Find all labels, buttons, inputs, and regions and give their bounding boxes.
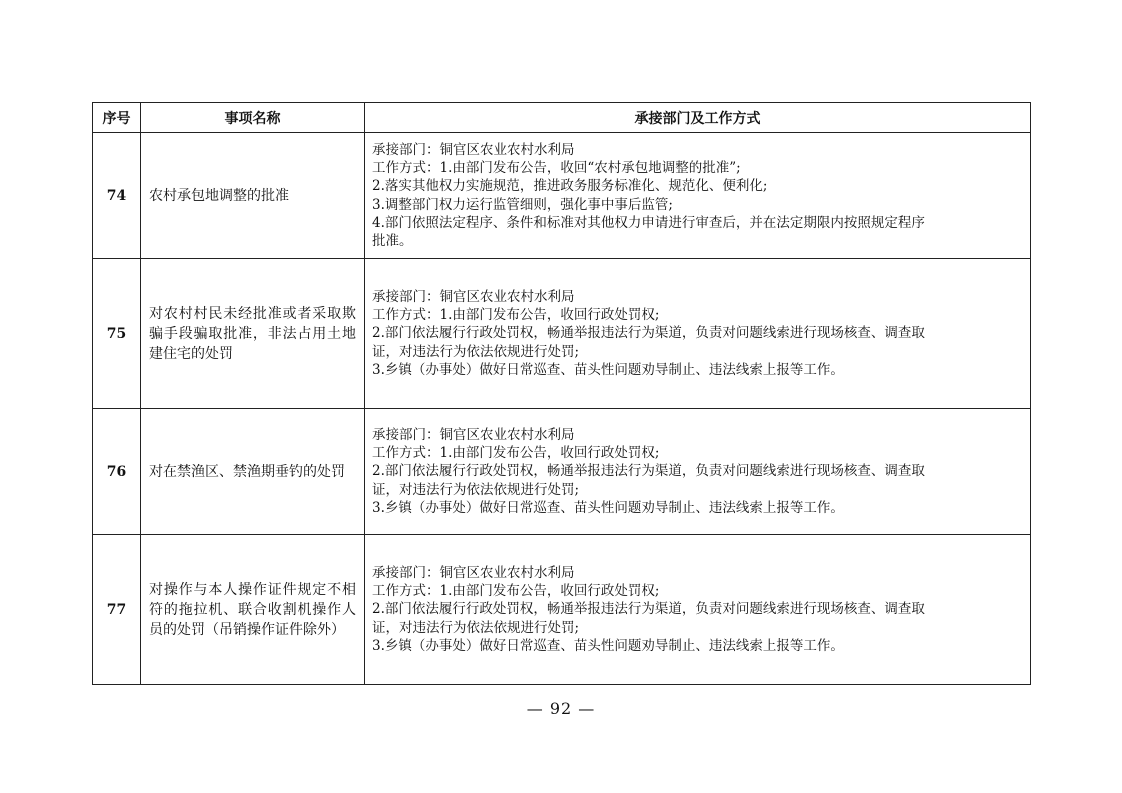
header-serial-no: 序号: [93, 103, 141, 133]
table-row: [93, 535, 1031, 685]
row-serial-no: 76: [93, 409, 141, 535]
page-number: — 92 —: [526, 699, 596, 718]
row-dept-method: [365, 133, 1031, 259]
row-item-name: 对在禁渔区、禁渔期垂钓的处罚: [141, 409, 365, 535]
row-dept-method: [365, 409, 1031, 535]
row-dept-method: [365, 259, 1031, 409]
table-row: [93, 133, 1031, 259]
dept-line: 承接部门：铜官区农业农村水利局: [372, 141, 575, 158]
dept-line: 3.调整部门权力运行监管细则，强化事中事后监管;: [372, 196, 673, 213]
dept-line: 承接部门：铜官区农业农村水利局: [372, 564, 575, 581]
dept-line: 工作方式：1.由部门发布公告，收回行政处罚权;: [372, 583, 660, 600]
dept-line: 承接部门：铜官区农业农村水利局: [372, 288, 575, 305]
dept-line: 2.部门依法履行行政处罚权，畅通举报违法行为渠道，负责对问题线索进行现场核查、调查取: [372, 601, 925, 618]
header-dept-method: 承接部门及工作方式: [365, 103, 1031, 133]
dept-line: 3.乡镇（办事处）做好日常巡查、苗头性问题劝导制止、违法线索上报等工作。: [372, 637, 844, 654]
dept-line: 3.乡镇（办事处）做好日常巡查、苗头性问题劝导制止、违法线索上报等工作。: [372, 499, 844, 516]
dept-line: 证，对违法行为依法依规进行处罚;: [372, 619, 580, 636]
row-dept-method: [365, 535, 1031, 685]
row-serial-no: 74: [93, 133, 141, 259]
dept-line: 批准。: [372, 232, 413, 249]
row-item-name: 对操作与本人操作证件规定不相符的拖拉机、联合收割机操作人员的处罚（吊销操作证件除外）: [141, 535, 365, 685]
dept-line: 证，对违法行为依法依规进行处罚;: [372, 481, 580, 498]
table-row: [93, 259, 1031, 409]
row-serial-no: 77: [93, 535, 141, 685]
dept-line: 2.部门依法履行行政处罚权，畅通举报违法行为渠道，负责对问题线索进行现场核查、调查取: [372, 325, 925, 342]
header-item-name: 事项名称: [141, 103, 365, 133]
dept-line: 4.部门依照法定程序、条件和标准对其他权力申请进行审查后，并在法定期限内按照规定程序: [372, 214, 925, 231]
dept-line: 2.落实其他权力实施规范，推进政务服务标准化、规范化、便利化;: [372, 178, 768, 195]
dept-line: 工作方式：1.由部门发布公告，收回“农村承包地调整的批准”;: [372, 160, 741, 177]
row-serial-no: 75: [93, 259, 141, 409]
authority-table: [92, 102, 1031, 685]
table-row: [93, 409, 1031, 535]
dept-line: 承接部门：铜官区农业农村水利局: [372, 426, 575, 443]
dept-line: 工作方式：1.由部门发布公告，收回行政处罚权;: [372, 445, 660, 462]
row-item-name: 对农村村民未经批准或者采取欺骗手段骗取批准，非法占用土地建住宅的处罚: [141, 259, 365, 409]
dept-line: 2.部门依法履行行政处罚权，畅通举报违法行为渠道，负责对问题线索进行现场核查、调查取: [372, 463, 925, 480]
dept-line: 证，对违法行为依法依规进行处罚;: [372, 343, 580, 360]
dept-line: 3.乡镇（办事处）做好日常巡查、苗头性问题劝导制止、违法线索上报等工作。: [372, 361, 844, 378]
dept-line: 工作方式：1.由部门发布公告，收回行政处罚权;: [372, 307, 660, 324]
row-item-name: 农村承包地调整的批准: [141, 133, 365, 259]
table-header-row: [93, 103, 1031, 133]
